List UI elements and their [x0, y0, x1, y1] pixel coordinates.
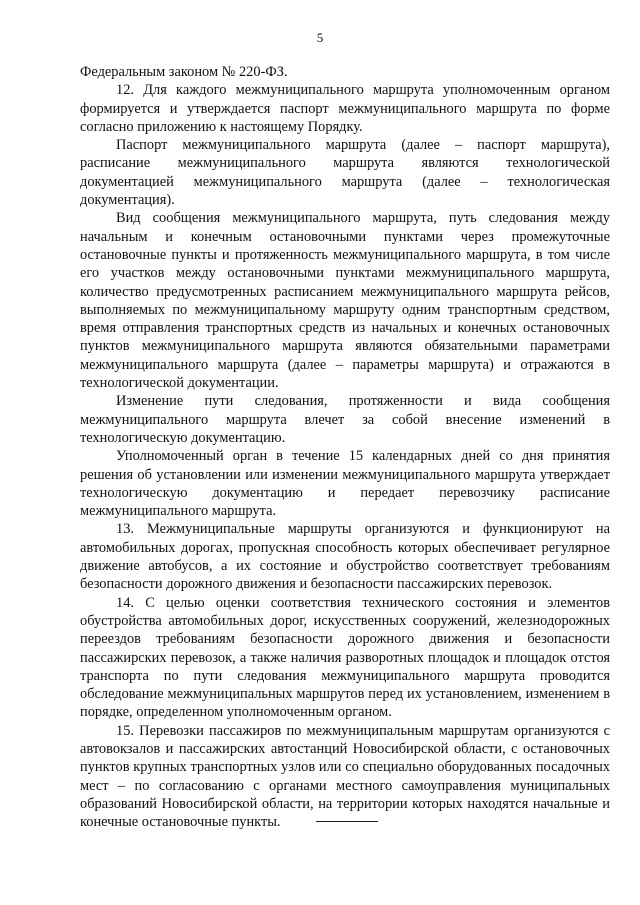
- paragraph-item-14: 14. С целью оценки соответствия технического состояния и элементов обустройства автомобильных дорог, искусственных сооружений, железнодорожных переездов требованиям безопасности дорожного движения и безопасности пассажирских перевозок, а также наличия разворотных площадок и площадок отстоя транспорта по пути следования межмуниципального маршрута проводится обследование межмуниципальных маршрутов перед их установлением, изменением в порядке, определенном уполномоченным органом.: [80, 594, 610, 721]
- paragraph-route-passport: Паспорт межмуниципального маршрута (далее – паспорт маршрута), расписание межмуниципального маршрута являются технологической документацией межмуниципального маршрута (далее – технологическая документация).: [80, 137, 610, 209]
- paragraph-item-15: 15. Перевозки пассажиров по межмуниципальным маршрутам организуются с автовокзалов и пассажирских автостанций Новосибирской области, с остановочных пунктов крупных транспортных узлов или со специально оборудованных посадочных мест – по согласованию с органами местного самоуправления муниципальных образований Новосибирской области, на территории которых находятся начальные и конечные остановочные пункты.: [80, 722, 610, 831]
- paragraph-item-13: 13. Межмуниципальные маршруты организуются и функционируют на автомобильных дорогах, пропускная способность которых обеспечивает регулярное движение автобусов, а их состояние и обустройство соответствует требованиям безопасности дорожного движения и безопасности пассажирских перевозок.: [80, 521, 610, 593]
- paragraph-route-changes: Изменение пути следования, протяженности и вида сообщения межмуниципального маршрута влечет за собой внесение изменений в технологическую документацию.: [80, 393, 610, 446]
- page-number: 5: [316, 30, 324, 45]
- end-of-text-rule: [316, 821, 378, 822]
- paragraph-approval-deadline: Уполномоченный орган в течение 15 календарных дней со дня принятия решения об установлении или изменении межмуниципального маршрута утверждает технологическую документацию и передает перевозчику расписание межмуниципального маршрута.: [80, 448, 610, 520]
- paragraph-route-parameters: Вид сообщения межмуниципального маршрута, путь следования между начальным и конечным остановочными пунктами через промежуточные остановочные пункты и протяженность межмуниципального маршрута, в том числе его участков между остановочными пунктами межмуниципального маршрута, количество предусмотренных расписанием межмуниципального маршрута рейсов, выполняемых по межмуниципальному маршруту одним транспортным средством, время отправления транспортных средств из начальных и конечных остановочных пунктов межмуниципального маршрута являются обязательными параметрами межмуниципального маршрута (далее – параметры маршрута) и отражаются в технологической документации.: [80, 210, 610, 392]
- paragraph-continuation: Федеральным законом № 220-ФЗ.: [80, 64, 288, 80]
- paragraph-item-12: 12. Для каждого межмуниципального маршрута уполномоченным органом формируется и утверждается паспорт межмуниципального маршрута по форме согласно приложению к настоящему Порядку.: [80, 82, 610, 135]
- document-body: [80, 63, 610, 831]
